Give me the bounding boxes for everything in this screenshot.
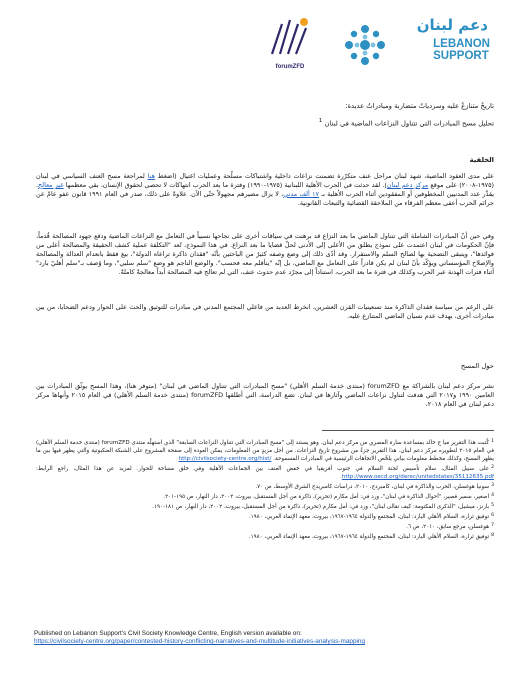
section-heading-background: الخلفية bbox=[469, 156, 494, 164]
footnote bbox=[36, 482, 494, 491]
p1-text-c: ). لقد حدثت في الحرب الأهلية اللبنانية (١٩٧٥-١٩٩٠) وفترة ما بعد الحرب انتهاكات لا تحصى لحقوق الإنسان، بقي معظمها bbox=[65, 181, 387, 189]
footnote-number: 4 bbox=[491, 493, 494, 498]
footnote-text: توفيق ثرارة، السلام الأهلي البارد: لبنان، المجتمع والدولة ١٩٦٤-١٩٦٧، بيروت، معهد الإنماء العربي، ١٩٨٠. bbox=[248, 514, 490, 520]
p3-text: على الرغم من سياسة فقدان الذاكرة منذ تسعينيات القرن العشرين، انخرط العديد من فاعلي المجتمع المدني في مبادرات للتوثيق والحث على الحوار ودعم الضحايا، من بين مبادرات أخرى، بهدف عدم نسيان الماضي المتنازع عليه. bbox=[36, 303, 494, 320]
footnote bbox=[36, 502, 494, 511]
footnote bbox=[36, 492, 494, 501]
p2-text: وفي حين أنّ المبادرات الشاملة التي تتناول الماضي ما بعد النزاع قد برهنت في سياقات أخرى على نجاحها نسبياً في التعامل مع النزاعات الماضية ودفع جهود المصالحة قُدماً، فإنّ الحكومات في لبنان اعتمدت على نموذج يطلق من الأعلى إلى الأدنى لحلّ قضايا ما بعد النزاع. في هذا النموذج، تُعد "التكلفة عملية كشف الحقيقة والمصالحة أعلى من فوائدها"، ويتبقى التضحية بها لصالح السلم والاستقرار. وقد أدّى ذلك إلى وضع وصفه كثيرٌ من الباحثين بأنّه "فقدان ذاكرة تراعاه الدولة"، بيغ فقط بانعدام العدالة والمصالحة والإصلاح المؤسساتي ويؤكّد بأنّ لبنان لم يكن قادراً على التعامل مع الماضي، بل إنّه "يتأقلم معه فحسب". والوضع الناجم هو وضع "سلم سلبي"، وما وُصف بـ"سلم أهليّ بارد" أثناء فترات الهدنة عبر الحرب وكذلك في فترة ما بعد الحرب، استناداً إلى مجرّد عدم حدوث عنف، التي لم تعالج فيه المصالحة أبداً معالجةً كاملةً. bbox=[36, 232, 494, 276]
subtitle-1 bbox=[36, 102, 494, 111]
lebanon-support-line1: LEBANON bbox=[433, 38, 490, 50]
p1-text-d: . يقدَّر عدد المدنيين المخطوفين أو المفقودين أثناء الحرب الأهلية بـ bbox=[36, 181, 494, 198]
footnote-ref-1: 1 bbox=[318, 118, 323, 124]
forumzfd-emblem-icon bbox=[264, 14, 316, 60]
subtitle-2 bbox=[36, 117, 494, 128]
lebanon-support-english bbox=[433, 38, 490, 62]
footnote-divider bbox=[322, 430, 494, 431]
forumzfd-label: forumZFD bbox=[275, 64, 305, 70]
footnote-link[interactable]: http://civilsociety-centre.org/hist/ bbox=[178, 456, 272, 462]
footnote-link[interactable]: http://www.oecd.org/derec/unitedstates/35112635.pdf bbox=[341, 474, 494, 480]
p1-text-b: لمراجعة مسح العنف السياسي في لبنان (١٩٧٥-٢٠٠٨) على موقع bbox=[36, 172, 494, 189]
footnote-text: على سبيل المثال، سلام تأسيس لجنة السلام في جنوب أفريقيا في خفض العنف بين الجماعات الأهلية وفي خلق مساحة للحوار. لمزيد عن هذا المثال، راجع الرابط: bbox=[36, 466, 490, 472]
footer-url-link[interactable]: https://civilsociety-centre.org/paper/contested-history-conflicting-narratives-and-multitude-initiatives-analysis-mapping bbox=[34, 638, 366, 645]
p1-text-a: على مدى العقود الماضية، شهد لبنان مراحل عنف متكرّرة تضمنت نزاعات داخلية واشتباكات مسلّحة وعمليات اغتيال (اضغط bbox=[157, 172, 494, 180]
footnote-number: 6 bbox=[491, 513, 494, 518]
lebanon-support-arabic: دعم لبنان bbox=[416, 16, 488, 34]
footnote-text: بارنز، ميشيل، "الذكرى المكتومة: كيف تقالى لبنان"، ورد في: أمل مكارم (تحرير)، ذاكرة من أجل المستقبل، بيروت، ٢٠٠٢، دار النهار، ص ١٨١-١٩٠. bbox=[152, 504, 490, 510]
paragraph-3 bbox=[36, 303, 494, 321]
lebanon-support-emblem-icon bbox=[340, 20, 390, 70]
logos bbox=[194, 14, 494, 76]
link-here-violence-map[interactable]: هنا bbox=[147, 172, 155, 180]
p1-text-e: ، لا يزال مصيرهم مجهولاً حتّى الآن. علاوةً على ذلك، صدر في العام ١٩٩١ قانون عفو عامّ عن جرائم الحرب أعفى معظم الفرقاء من الملاحقة القضائية والتبعات القانونية. bbox=[36, 190, 494, 207]
footer-published-text: Published on Lebanon Support's Civil Society Knowledge Centre, English version available on: bbox=[34, 630, 302, 637]
footnote-text: توفيق ثرارة، السلام الأهلي البارد: لبنان، المجتمع والدولة ١٩٦٤-١٩٦٧، بيروت، معهد الإنماء العربي، ١٩٨٠. bbox=[248, 534, 490, 540]
footnote bbox=[36, 522, 494, 531]
footnote-number: 2 bbox=[491, 465, 494, 470]
footnote-number: 3 bbox=[491, 483, 494, 488]
footnote-text: كُتبت هذا التقرير ميا ج خالد بمساعدة سارة المصري من مركز دعم لبنان. وهو يستند إلى "مسح المبادرات التي تتناول النزاعات السابقة" الذي استهلّه منتدى forumZFD (منتدى خدمة السلم الأهلي) في العام ٢٠١٥ لتطويره مركز دعم لبنان. هذا التقرير جزءٌ من مشروع تاريخ النزاعات. من أجل مزيدٍ من المعلومات، يمكن العودة إلى صفحة المشروع على الشبكة العنكبوتية والتي يظهر فيها بين ما يظهر المسح، وكذلك مخطط معلومات بياني يلخّص الاتجاهات الرئيسية في المبادرات المسموحة. bbox=[36, 440, 494, 462]
footnote-number: 1 bbox=[491, 439, 494, 444]
footnote-number: 7 bbox=[491, 523, 494, 528]
paragraph-1 bbox=[36, 172, 494, 208]
lebanon-support-logo bbox=[336, 16, 494, 72]
link-lebanon-support[interactable]: مركز دعم لبنان bbox=[386, 181, 429, 189]
footnote-text: سونيا هوغسلن، الحرب والذاكرة في لبنان، كامبردج، ٢٠١٠، دراسات كامبريدج الشرق الأوسط، ص ٧٠. bbox=[255, 484, 490, 490]
footnote bbox=[36, 532, 494, 541]
footnote bbox=[36, 464, 494, 481]
footnote-text: اصغير، سمير فصير، "أحوال الذاكرة في لبنان"، ورد في: أمل مكارم (تحرير)، ذاكرة من أجل المستقبل، بيروت، ٢٠٠٢، دار النهار، ص ١٩٥-٢٠١. bbox=[163, 494, 490, 500]
footnote bbox=[36, 512, 494, 521]
section-heading-about: حول المسح bbox=[460, 362, 494, 370]
footnote-number: 8 bbox=[491, 533, 494, 538]
forumzfd-logo bbox=[264, 14, 316, 70]
p4-text: نشر مركز دعم لبنان بالشراكة مع forumZFD (منتدى خدمة السلم الأهلي) "مسح المبادرات التي تتناول الماضي في لبنان" (متوفر هنا)، وهذا المسح يوثّق المبادرات بين العامين ١٩٩٠ و٢٠١٧ التي هدفت لتناول نزاعات الماضي وآثارها في لبنان. تضع الدراسة، التي أطلقها forumZFD (منتدى خدمة السلم الأهلي) في العام ٢٠١٥ وأنهاها مركز دعم لبنان في العام ٢٠١٨، bbox=[36, 382, 494, 408]
footnote bbox=[36, 438, 494, 463]
footnote-text: هوغسلن، مرجع سابق، ٢٠١٠، ص ٦. bbox=[406, 524, 490, 530]
footnotes bbox=[36, 438, 494, 542]
lebanon-support-line2: SUPPORT bbox=[433, 50, 489, 62]
paragraph-2 bbox=[36, 232, 494, 277]
link-unaddressed[interactable]: غير معالج bbox=[38, 181, 64, 189]
paragraph-4 bbox=[36, 382, 494, 409]
link-17000-civilians[interactable]: ١٧ ألف مدني bbox=[283, 190, 319, 198]
subtitle-1-text: تاريخٌ متنازعٌ عليه وسردياتٌ متضاربة ومبادراتٌ عديدة: bbox=[345, 102, 494, 110]
subtitle-2-text: تحليل مسح المبادرات التي تتناول النزاعات الماضية في لبنان bbox=[324, 119, 494, 128]
footnote-number: 5 bbox=[491, 503, 494, 508]
publication-footer bbox=[34, 630, 494, 646]
